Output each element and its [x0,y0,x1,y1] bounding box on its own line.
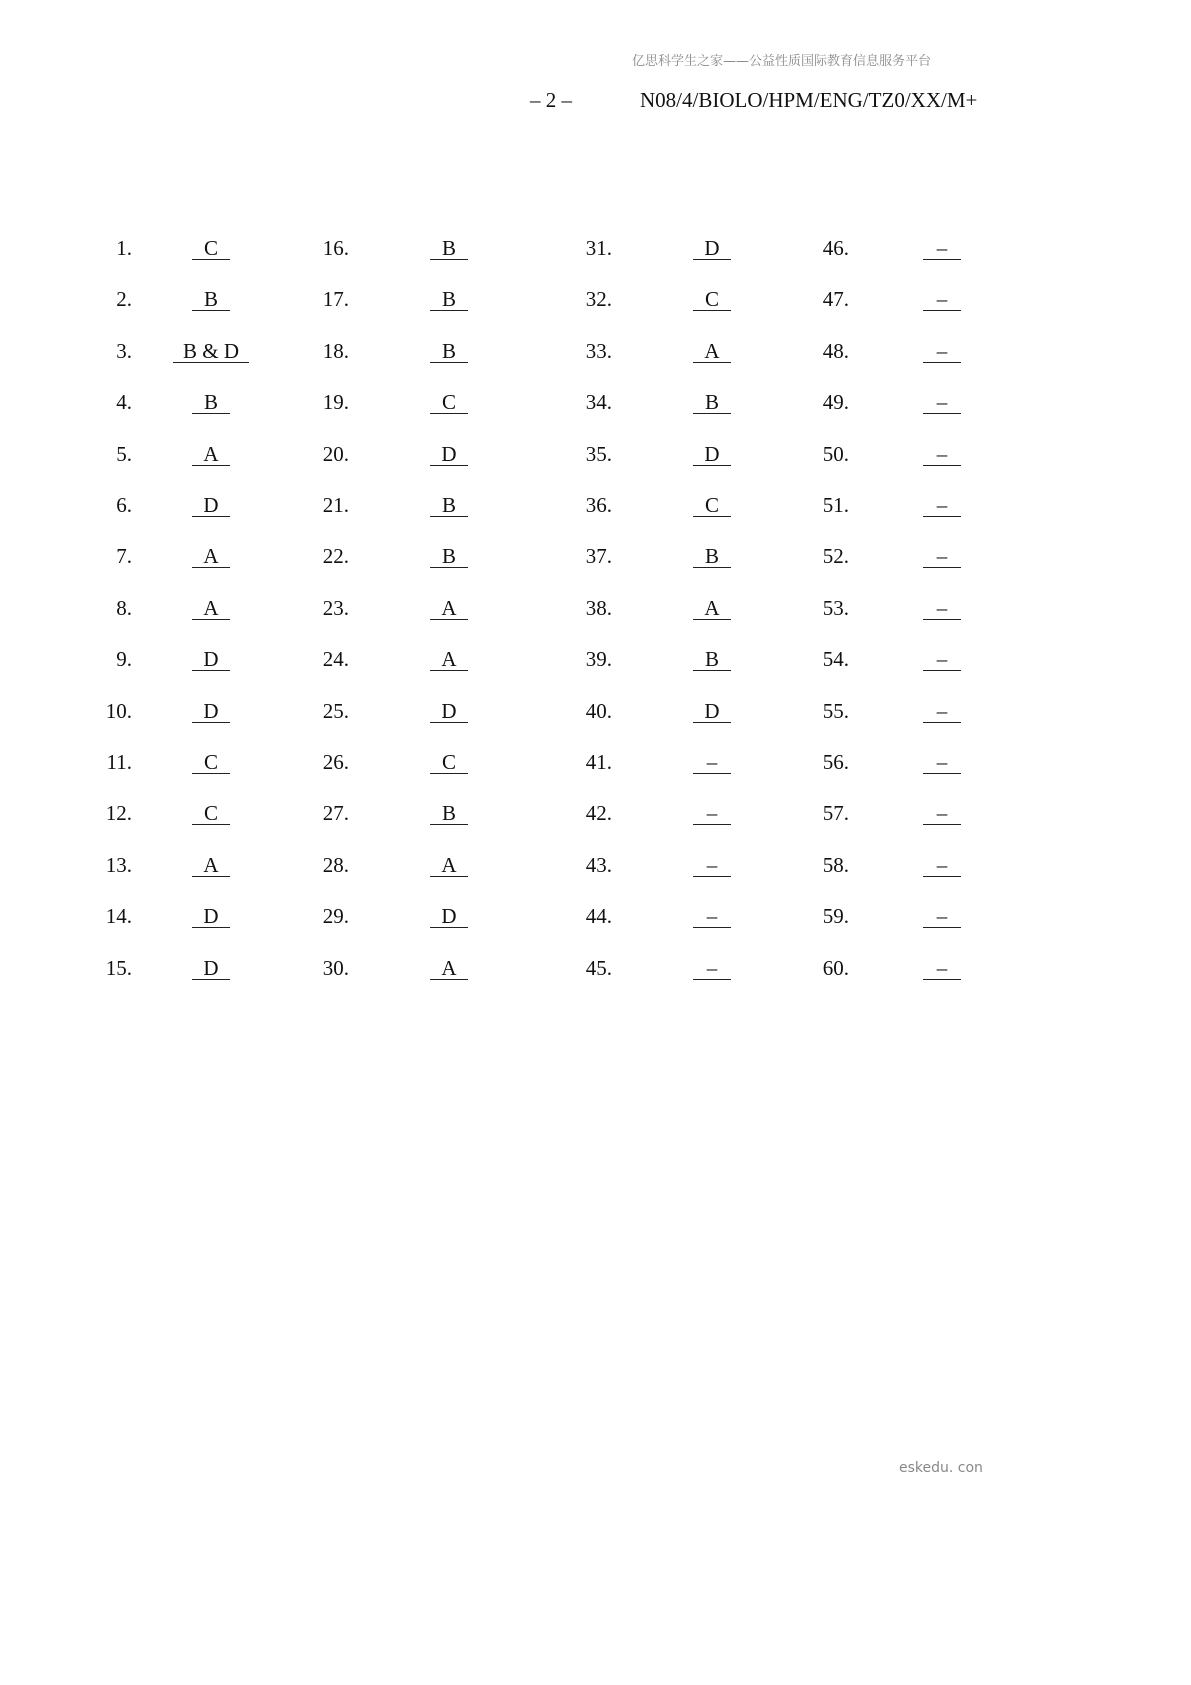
question-number: 33. [585,338,612,363]
question-number: 5. [116,441,132,466]
answer-cell [882,904,1002,928]
question-number: 7. [116,544,132,569]
question-number: 11. [106,750,132,774]
question-number: 36. [585,493,612,517]
answer-value: – [923,700,961,723]
question-number: 10. [105,698,132,723]
answer-value: – [923,751,961,774]
question-number: 13. [105,852,132,877]
question-number: 58. [822,852,849,877]
answer-value: B & D [173,340,249,363]
question-number: 37. [585,544,612,569]
answer-value: D [693,237,731,260]
answer-value: – [693,957,731,980]
answer-cell [882,339,1002,363]
question-number: 18. [322,338,349,363]
question-number: 50. [822,441,849,466]
answer-value: D [192,648,230,671]
answer-value: C [430,751,468,774]
answer-cell [389,287,509,311]
question-number: 38. [585,595,612,620]
answer-value: – [693,905,731,928]
answer-value: D [430,700,468,723]
answer-cell [882,801,1002,825]
answer-cell [652,956,772,980]
question-number: 40. [585,698,612,723]
question-number: 34. [585,390,612,415]
document-code: N08/4/BIOLO/HPM/ENG/TZ0/XX/M+ [640,88,978,112]
answer-cell [151,956,271,980]
answer-value: B [430,237,468,260]
answer-value: – [693,751,731,774]
question-number: 42. [585,801,612,826]
answer-value: – [923,494,961,517]
question-number: 3. [116,338,132,363]
answer-cell [389,750,509,774]
answer-value: D [430,905,468,928]
question-number: 57. [822,801,849,826]
answer-cell [882,287,1002,311]
answer-cell [151,904,271,928]
answer-value: – [693,802,731,825]
answer-value: B [430,494,468,517]
question-number: 39. [585,647,612,672]
answer-cell [389,699,509,723]
answer-value: B [693,545,731,568]
answer-value: A [693,340,731,363]
answer-cell [389,956,509,980]
answer-value: – [923,288,961,311]
question-number: 8. [116,595,132,620]
answer-value: D [192,957,230,980]
answer-cell [882,956,1002,980]
answer-cell [652,544,772,568]
answer-value: C [192,751,230,774]
answer-cell [882,442,1002,466]
question-number: 25. [322,698,349,723]
answer-cell [652,647,772,671]
question-number: 49. [822,390,849,415]
answer-value: C [192,802,230,825]
answer-cell [151,750,271,774]
answer-value: – [923,545,961,568]
answer-cell [652,339,772,363]
question-number: 48. [822,338,849,363]
question-number: 32. [585,287,612,312]
answer-cell [151,853,271,877]
answer-value: B [192,288,230,311]
answer-value: A [192,545,230,568]
question-number: 26. [322,750,349,774]
answer-value: – [923,597,961,620]
question-number: 30. [322,955,349,980]
question-number: 29. [322,904,349,929]
answer-cell [151,287,271,311]
watermark-header: 亿思科学生之家——公益性质国际教育信息服务平台 [632,54,932,69]
answer-cell [882,596,1002,620]
answer-cell [389,236,509,260]
question-number: 19. [322,390,349,415]
answer-cell [151,236,271,260]
question-number: 16. [322,236,349,260]
answer-value: – [923,905,961,928]
question-number: 41. [585,750,612,774]
question-number: 52. [822,544,849,569]
answer-cell [882,390,1002,414]
question-number: 22. [322,544,349,569]
answer-cell [389,339,509,363]
answer-cell [389,596,509,620]
answer-cell [151,699,271,723]
answer-value: A [192,854,230,877]
answer-value: – [923,391,961,414]
answer-cell [652,699,772,723]
answer-value: B [693,648,731,671]
answer-cell [882,647,1002,671]
answer-value: – [923,957,961,980]
answer-cell [652,390,772,414]
answer-cell [389,853,509,877]
answer-value: C [693,288,731,311]
answer-cell [151,801,271,825]
answer-value: B [192,391,230,414]
answer-value: D [693,700,731,723]
answer-value: D [192,700,230,723]
answer-value: – [923,802,961,825]
answer-cell [652,904,772,928]
answer-value: A [430,648,468,671]
answer-value: A [430,854,468,877]
question-number: 28. [322,852,349,877]
question-number: 60. [822,955,849,980]
answer-cell [151,493,271,517]
answer-value: B [693,391,731,414]
answer-cell [882,699,1002,723]
page-number: – 2 – [530,88,572,112]
answer-cell [882,544,1002,568]
question-number: 43. [585,852,612,877]
answer-cell [882,853,1002,877]
question-number: 12. [105,801,132,826]
answer-cell [882,493,1002,517]
question-number: 15. [105,955,132,980]
answer-value: – [923,340,961,363]
answer-cell [151,339,271,363]
answer-cell [652,750,772,774]
answer-value: C [192,237,230,260]
answer-cell [389,904,509,928]
answer-cell [389,390,509,414]
footer-watermark: eskedu. con [899,1460,983,1476]
answer-cell [389,442,509,466]
question-number: 51. [822,493,849,517]
answer-value: B [430,545,468,568]
answer-value: – [923,648,961,671]
answer-cell [151,442,271,466]
answer-value: A [192,443,230,466]
question-number: 44. [585,904,612,929]
question-number: 45. [585,955,612,980]
answer-value: B [430,288,468,311]
question-number: 9. [116,647,132,672]
answer-cell [389,544,509,568]
answer-cell [652,442,772,466]
question-number: 6. [116,493,132,517]
answer-value: A [192,597,230,620]
answer-value: A [430,957,468,980]
question-number: 17. [322,287,349,312]
answer-value: C [430,391,468,414]
answer-value: A [430,597,468,620]
question-number: 14. [105,904,132,929]
answer-cell [882,750,1002,774]
answer-value: – [923,443,961,466]
question-number: 56. [822,750,849,774]
question-number: 53. [822,595,849,620]
answer-value: – [693,854,731,877]
question-number: 59. [822,904,849,929]
question-number: 23. [322,595,349,620]
answer-value: – [923,237,961,260]
answer-cell [151,596,271,620]
answer-cell [151,390,271,414]
question-number: 31. [585,236,612,260]
answer-cell [652,493,772,517]
answer-value: B [430,340,468,363]
answer-cell [389,647,509,671]
answer-value: D [192,494,230,517]
answer-cell [652,236,772,260]
answer-cell [652,596,772,620]
question-number: 46. [822,236,849,260]
answer-cell [389,493,509,517]
answer-value: B [430,802,468,825]
answer-cell [151,647,271,671]
question-number: 24. [322,647,349,672]
question-number: 47. [822,287,849,312]
question-number: 2. [116,287,132,312]
question-number: 4. [116,390,132,415]
question-number: 35. [585,441,612,466]
answer-cell [652,853,772,877]
question-number: 54. [822,647,849,672]
answer-value: A [693,597,731,620]
answer-value: C [693,494,731,517]
answer-cell [652,801,772,825]
question-number: 27. [322,801,349,826]
question-number: 21. [322,493,349,517]
answer-value: D [430,443,468,466]
question-number: 1. [116,236,132,260]
answer-cell [882,236,1002,260]
answer-cell [652,287,772,311]
answer-cell [389,801,509,825]
answer-value: – [923,854,961,877]
question-number: 55. [822,698,849,723]
answer-value: D [192,905,230,928]
answer-cell [151,544,271,568]
question-number: 20. [322,441,349,466]
answer-value: D [693,443,731,466]
